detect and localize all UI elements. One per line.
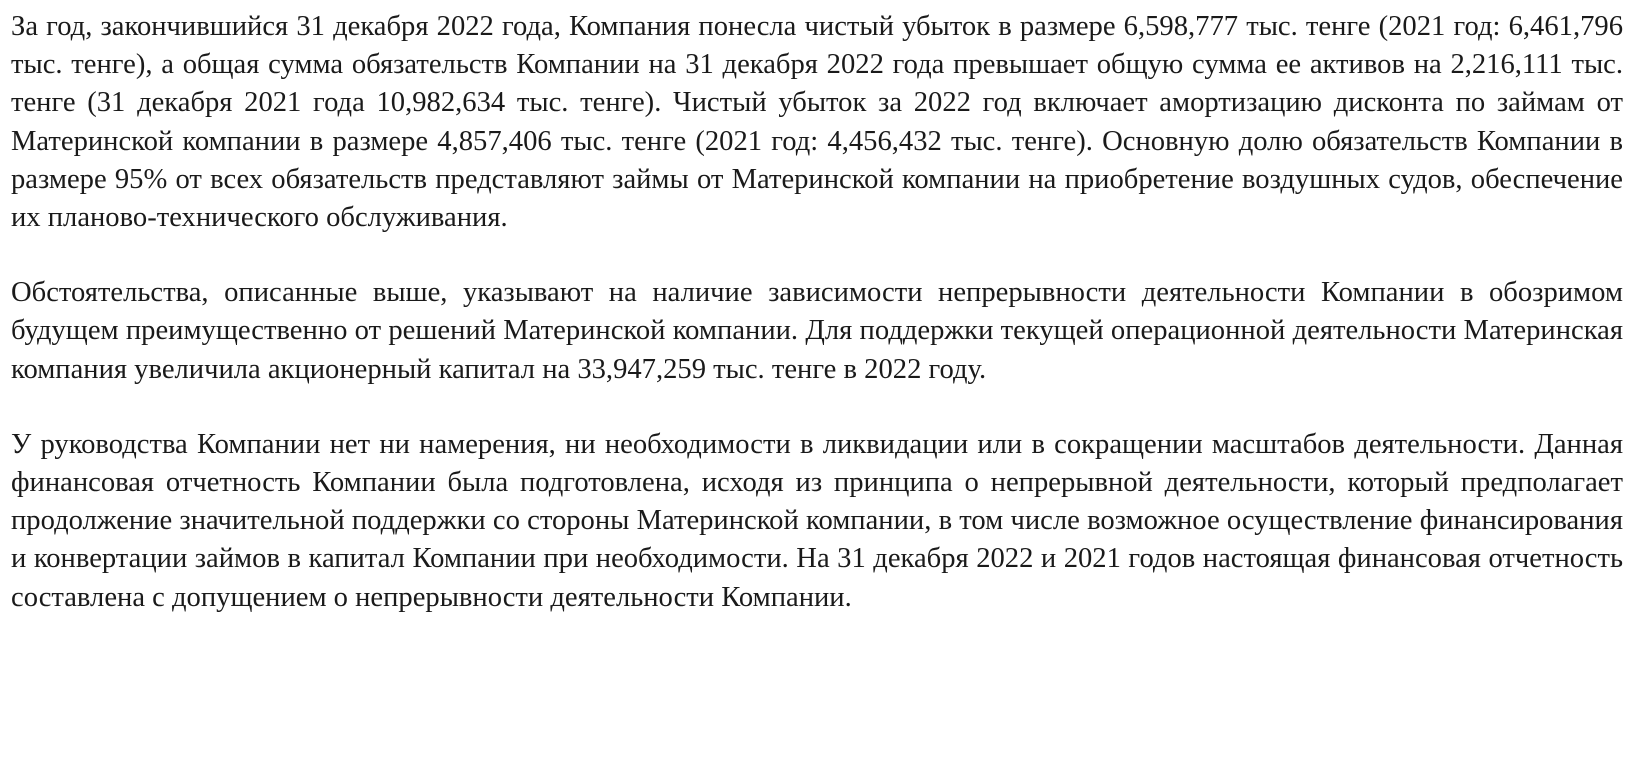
document-page [11,8,1623,617]
paragraph-net-loss: За год, закончившийся 31 декабря 2022 года, Компания понесла чистый убыток в размере 6,598,777 тыс. тенге (2021 год: 6,461,796 тыс. тенге), а общая сумма обязательств Компании на 31 декабря 2022 года превышает общую сумма ее активов на 2,216,111 тыс. тенге (31 декабря 2021 года 10,982,634 тыс. тенге). Чистый убыток за 2022 год включает амортизацию дисконта по займам от Материнской компании в размере 4,857,406 тыс. тенге (2021 год: 4,456,432 тыс. тенге). Основную долю обязательств Компании в размере 95% от всех обязательств представляют займы от Материнской компании на приобретение воздушных судов, обеспечение их планово-технического обслуживания. [11,11,1623,234]
paragraph-going-concern-dependency: Обстоятельства, описанные выше, указывают на наличие зависимости непрерывности деятельности Компании в обозримом будущем преимущественно от решений Материнской компании. Для поддержки текущей операционной деятельности Материнская компания увеличила акционерный капитал на 33,947,259 тыс. тенге в 2022 году. [11,277,1623,385]
paragraph-management-intent: У руководства Компании нет ни намерения, ни необходимости в ликвидации или в сокращении масштабов деятельности. Данная финансовая отчетность Компании была подготовлена, исходя из принципа о непрерывной деятельности, который предполагает продолжение значительной поддержки со стороны Материнской компании, в том числе возможное осуществление финансирования и конвертации займов в капитал Компании при необходимости. На 31 декабря 2022 и 2021 годов настоящая финансовая отчетность составлена с допущением о непрерывности деятельности Компании. [11,428,1623,613]
